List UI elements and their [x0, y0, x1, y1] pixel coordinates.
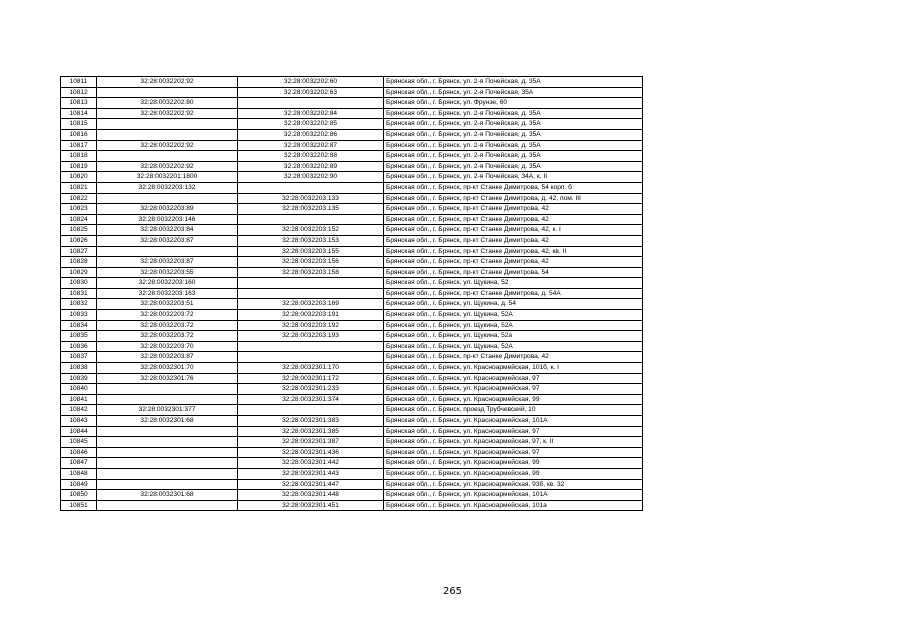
address-cell: Брянская обл., г. Брянск, ул. 2-я Почейская, д. 35А: [384, 129, 643, 140]
cadastral-number-cell: 32:28:0032301:70: [97, 363, 238, 374]
cadastral-number-cell: [97, 119, 238, 130]
cadastral-number-cell: 32:28:0032201:1800: [97, 172, 238, 183]
table-row: [61, 468, 643, 479]
premises-cadastral-number-cell: 32:28:0032203:156: [238, 257, 384, 268]
table-row: [61, 320, 643, 331]
cadastral-number-cell: [97, 437, 238, 448]
table-row: [61, 458, 643, 469]
table-row: [61, 363, 643, 374]
row-number-cell: 10813: [61, 98, 97, 109]
row-number-cell: 10817: [61, 140, 97, 151]
row-number-cell: 10811: [61, 77, 97, 88]
address-cell: Брянская обл., г. Брянск, ул. Красноармейская, 97: [384, 447, 643, 458]
address-cell: Брянская обл., г. Брянск, ул. Фрунзе, 60: [384, 98, 643, 109]
table-row: [61, 87, 643, 98]
address-cell: Брянская обл., г. Брянск, пр-кт Станке Димитрова, 42, кв. II: [384, 246, 643, 257]
row-number-cell: 10832: [61, 299, 97, 310]
row-number-cell: 10824: [61, 214, 97, 225]
premises-cadastral-number-cell: [238, 214, 384, 225]
cadastral-number-cell: [97, 447, 238, 458]
row-number-cell: 10844: [61, 426, 97, 437]
address-cell: Брянская обл., г. Брянск, ул. 2-я Почейская, д. 35А: [384, 119, 643, 130]
cadastral-number-cell: 32:28:0032202:92: [97, 140, 238, 151]
address-cell: Брянская обл., г. Брянск, ул. 2-я Почейская, д. 35А: [384, 140, 643, 151]
address-cell: Брянская обл., г. Брянск, ул. Красноармейская, 101б, к. I: [384, 363, 643, 374]
premises-cadastral-number-cell: 32:28:0032301:383: [238, 416, 384, 427]
cadastral-number-cell: [97, 479, 238, 490]
cadastral-number-cell: 32:28:0032202:92: [97, 161, 238, 172]
address-cell: Брянская обл., г. Брянск, ул. 2-я Почейская, 34А, к. II: [384, 172, 643, 183]
address-cell: Брянская обл., г. Брянск, пр-кт Станке Димитрова, д. 42, пом. III: [384, 193, 643, 204]
cadastral-number-cell: [97, 246, 238, 257]
row-number-cell: 10825: [61, 225, 97, 236]
address-cell: Брянская обл., г. Брянск, пр-кт Станке Димитрова, 54: [384, 267, 643, 278]
table-row: [61, 161, 643, 172]
table-row: [61, 394, 643, 405]
row-number-cell: 10836: [61, 341, 97, 352]
cadastral-number-cell: 32:28:0032203:72: [97, 310, 238, 321]
table-row: [61, 267, 643, 278]
premises-cadastral-number-cell: [238, 182, 384, 193]
cadastral-number-cell: 32:28:0032203:132: [97, 182, 238, 193]
table-row: [61, 151, 643, 162]
row-number-cell: 10823: [61, 204, 97, 215]
cadastral-number-cell: [97, 151, 238, 162]
table-row: [61, 77, 643, 88]
premises-cadastral-number-cell: 32:28:0032203:153: [238, 235, 384, 246]
cadastral-number-cell: [97, 384, 238, 395]
premises-cadastral-number-cell: 32:28:0032301:442: [238, 458, 384, 469]
table-row: [61, 416, 643, 427]
premises-cadastral-number-cell: [238, 341, 384, 352]
address-cell: Брянская обл., г. Брянск, ул. Щукина, 52А: [384, 320, 643, 331]
address-cell: Брянская обл., г. Брянск, ул. Красноармейская, 93б, кв. 32: [384, 479, 643, 490]
premises-cadastral-number-cell: 32:28:0032301:451: [238, 500, 384, 511]
address-cell: Брянская обл., г. Брянск, ул. Красноармейская, 97: [384, 373, 643, 384]
address-cell: Брянская обл., г. Брянск, ул. Красноармейская, 99: [384, 394, 643, 405]
table-row: [61, 310, 643, 321]
address-cell: Брянская обл., г. Брянск, пр-кт Станке Димитрова, 54 корп. б: [384, 182, 643, 193]
premises-cadastral-number-cell: 32:28:0032203:155: [238, 246, 384, 257]
address-cell: Брянская обл., г. Брянск, ул. Щукина, 52А: [384, 341, 643, 352]
table-row: [61, 341, 643, 352]
premises-cadastral-number-cell: 32:28:0032202:88: [238, 151, 384, 162]
cadastral-number-cell: [97, 426, 238, 437]
table-row: [61, 352, 643, 363]
premises-cadastral-number-cell: [238, 352, 384, 363]
table-row: [61, 98, 643, 109]
table-row: [61, 235, 643, 246]
row-number-cell: 10827: [61, 246, 97, 257]
cadastral-number-cell: [97, 193, 238, 204]
row-number-cell: 10837: [61, 352, 97, 363]
cadastral-number-cell: 32:28:0032301:377: [97, 405, 238, 416]
address-cell: Брянская обл., г. Брянск, пр-кт Станке Димитрова, 42, к. I: [384, 225, 643, 236]
cadastral-number-cell: [97, 129, 238, 140]
row-number-cell: 10841: [61, 394, 97, 405]
row-number-cell: 10819: [61, 161, 97, 172]
table-row: [61, 119, 643, 130]
premises-cadastral-number-cell: 32:28:0032203:152: [238, 225, 384, 236]
cadastral-number-cell: 32:28:0032203:163: [97, 288, 238, 299]
row-number-cell: 10848: [61, 468, 97, 479]
premises-cadastral-number-cell: 32:28:0032203:191: [238, 310, 384, 321]
cadastral-number-cell: [97, 468, 238, 479]
address-cell: Брянская обл., г. Брянск, пр-кт Станке Димитрова, 42: [384, 214, 643, 225]
property-registry-table: [60, 76, 643, 511]
premises-cadastral-number-cell: 32:28:0032202:87: [238, 140, 384, 151]
premises-cadastral-number-cell: [238, 98, 384, 109]
address-cell: Брянская обл., г. Брянск, пр-кт Станке Димитрова, 42: [384, 204, 643, 215]
row-number-cell: 10820: [61, 172, 97, 183]
premises-cadastral-number-cell: 32:28:0032203:192: [238, 320, 384, 331]
cadastral-number-cell: 32:28:0032203:72: [97, 320, 238, 331]
row-number-cell: 10843: [61, 416, 97, 427]
table-row: [61, 214, 643, 225]
row-number-cell: 10851: [61, 500, 97, 511]
cadastral-number-cell: 32:28:0032203:72: [97, 331, 238, 342]
premises-cadastral-number-cell: 32:28:0032301:172: [238, 373, 384, 384]
cadastral-number-cell: 32:28:0032203:87: [97, 235, 238, 246]
premises-cadastral-number-cell: 32:28:0032301:436: [238, 447, 384, 458]
premises-cadastral-number-cell: 32:28:0032301:374: [238, 394, 384, 405]
address-cell: Брянская обл., г. Брянск, пр-кт Станке Димитрова, д. 54А: [384, 288, 643, 299]
premises-cadastral-number-cell: [238, 405, 384, 416]
table-row: [61, 447, 643, 458]
table-row: [61, 373, 643, 384]
cadastral-number-cell: 32:28:0032202:80: [97, 98, 238, 109]
premises-cadastral-number-cell: 32:28:0032301:443: [238, 468, 384, 479]
premises-cadastral-number-cell: 32:28:0032202:85: [238, 119, 384, 130]
address-cell: Брянская обл., г. Брянск, ул. 2-я Почейская, д. 35А: [384, 151, 643, 162]
row-number-cell: 10812: [61, 87, 97, 98]
row-number-cell: 10839: [61, 373, 97, 384]
cadastral-number-cell: 32:28:0032301:68: [97, 416, 238, 427]
row-number-cell: 10831: [61, 288, 97, 299]
table-body: [61, 77, 643, 511]
row-number-cell: 10845: [61, 437, 97, 448]
address-cell: Брянская обл., г. Брянск, ул. Щукина, 52А: [384, 310, 643, 321]
address-cell: Брянская обл., г. Брянск, ул. Красноармейская, 101А: [384, 416, 643, 427]
row-number-cell: 10849: [61, 479, 97, 490]
table-row: [61, 129, 643, 140]
cadastral-number-cell: 32:28:0032203:146: [97, 214, 238, 225]
cadastral-number-cell: 32:28:0032301:76: [97, 373, 238, 384]
row-number-cell: 10822: [61, 193, 97, 204]
address-cell: Брянская обл., г. Брянск, ул. Красноармейская, 101А: [384, 490, 643, 501]
cadastral-number-cell: 32:28:0032202:92: [97, 108, 238, 119]
table-row: [61, 246, 643, 257]
table-row: [61, 299, 643, 310]
table-row: [61, 331, 643, 342]
table-row: [61, 278, 643, 289]
address-cell: Брянская обл., г. Брянск, ул. Красноармейская, 99: [384, 468, 643, 479]
premises-cadastral-number-cell: 32:28:0032202:63: [238, 87, 384, 98]
row-number-cell: 10830: [61, 278, 97, 289]
premises-cadastral-number-cell: [238, 278, 384, 289]
table-row: [61, 108, 643, 119]
address-cell: Брянская обл., г. Брянск, ул. Щукина, 52: [384, 278, 643, 289]
table-row: [61, 479, 643, 490]
cadastral-number-cell: 32:28:0032202:92: [97, 77, 238, 88]
premises-cadastral-number-cell: 32:28:0032202:86: [238, 129, 384, 140]
row-number-cell: 10850: [61, 490, 97, 501]
premises-cadastral-number-cell: 32:28:0032203:193: [238, 331, 384, 342]
cadastral-number-cell: 32:28:0032203:70: [97, 341, 238, 352]
premises-cadastral-number-cell: 32:28:0032202:90: [238, 172, 384, 183]
premises-cadastral-number-cell: 32:28:0032203:169: [238, 299, 384, 310]
address-cell: Брянская обл., г. Брянск, ул. 2-я Почейская, д. 35А: [384, 108, 643, 119]
premises-cadastral-number-cell: 32:28:0032202:84: [238, 108, 384, 119]
cadastral-number-cell: 32:28:0032203:89: [97, 204, 238, 215]
address-cell: Брянская обл., г. Брянск, ул. Красноармейская, 97: [384, 384, 643, 395]
premises-cadastral-number-cell: 32:28:0032203:133: [238, 193, 384, 204]
cadastral-number-cell: [97, 87, 238, 98]
address-cell: Брянская обл., г. Брянск, ул. Красноармейская, 97: [384, 426, 643, 437]
row-number-cell: 10829: [61, 267, 97, 278]
table-row: [61, 140, 643, 151]
premises-cadastral-number-cell: 32:28:0032301:387: [238, 437, 384, 448]
premises-cadastral-number-cell: 32:28:0032301:170: [238, 363, 384, 374]
cadastral-number-cell: 32:28:0032203:84: [97, 225, 238, 236]
cadastral-number-cell: 32:28:0032203:160: [97, 278, 238, 289]
cadastral-number-cell: 32:28:0032301:68: [97, 490, 238, 501]
premises-cadastral-number-cell: 32:28:0032301:385: [238, 426, 384, 437]
cadastral-number-cell: 32:28:0032203:51: [97, 299, 238, 310]
table-row: [61, 426, 643, 437]
address-cell: Брянская обл., г. Брянск, ул. Щукина, 52а: [384, 331, 643, 342]
cadastral-number-cell: [97, 500, 238, 511]
table-row: [61, 182, 643, 193]
address-cell: Брянская обл., г. Брянск, ул. 2-я Почейская, д. 35А: [384, 77, 643, 88]
address-cell: Брянская обл., г. Брянск, пр-кт Станке Димитрова, 42: [384, 235, 643, 246]
table-row: [61, 288, 643, 299]
row-number-cell: 10833: [61, 310, 97, 321]
table-row: [61, 437, 643, 448]
table-row: [61, 490, 643, 501]
table-row: [61, 172, 643, 183]
row-number-cell: 10821: [61, 182, 97, 193]
address-cell: Брянская обл., г. Брянск, ул. Красноармейская, 97, к. II: [384, 437, 643, 448]
table-row: [61, 204, 643, 215]
table-row: [61, 405, 643, 416]
address-cell: Брянская обл., г. Брянск, ул. Красноармейская, 99: [384, 458, 643, 469]
page-number: 265: [442, 586, 463, 597]
row-number-cell: 10835: [61, 331, 97, 342]
premises-cadastral-number-cell: 32:28:0032301:448: [238, 490, 384, 501]
address-cell: Брянская обл., г. Брянск, пр-кт Станке Димитрова, 42: [384, 257, 643, 268]
table-row: [61, 384, 643, 395]
table-row: [61, 257, 643, 268]
address-cell: Брянская обл., г. Брянск, пр-кт Станке Димитрова, 42: [384, 352, 643, 363]
row-number-cell: 10838: [61, 363, 97, 374]
table-row: [61, 193, 643, 204]
row-number-cell: 10818: [61, 151, 97, 162]
premises-cadastral-number-cell: 32:28:0032202:60: [238, 77, 384, 88]
address-cell: Брянская обл., г. Брянск, ул. 2-я Почейская, 35А: [384, 87, 643, 98]
premises-cadastral-number-cell: [238, 288, 384, 299]
cadastral-number-cell: 32:28:0032203:55: [97, 267, 238, 278]
premises-cadastral-number-cell: 32:28:0032203:135: [238, 204, 384, 215]
premises-cadastral-number-cell: 32:28:0032301:233: [238, 384, 384, 395]
cadastral-number-cell: 32:28:0032203:87: [97, 352, 238, 363]
row-number-cell: 10828: [61, 257, 97, 268]
premises-cadastral-number-cell: 32:28:0032203:158: [238, 267, 384, 278]
row-number-cell: 10840: [61, 384, 97, 395]
cadastral-number-cell: 32:28:0032203:87: [97, 257, 238, 268]
row-number-cell: 10815: [61, 119, 97, 130]
row-number-cell: 10847: [61, 458, 97, 469]
address-cell: Брянская обл., г. Брянск, ул. Щукина, д. 54: [384, 299, 643, 310]
premises-cadastral-number-cell: 32:28:0032301:447: [238, 479, 384, 490]
address-cell: Брянская обл., г. Брянск, проезд Трубчевский, 10: [384, 405, 643, 416]
address-cell: Брянская обл., г. Брянск, ул. Красноармейская, 101а: [384, 500, 643, 511]
table-row: [61, 500, 643, 511]
cadastral-number-cell: [97, 458, 238, 469]
address-cell: Брянская обл., г. Брянск, ул. 2-я Почейская, д. 35А: [384, 161, 643, 172]
row-number-cell: 10814: [61, 108, 97, 119]
cadastral-number-cell: [97, 394, 238, 405]
row-number-cell: 10846: [61, 447, 97, 458]
row-number-cell: 10816: [61, 129, 97, 140]
row-number-cell: 10842: [61, 405, 97, 416]
row-number-cell: 10834: [61, 320, 97, 331]
row-number-cell: 10826: [61, 235, 97, 246]
premises-cadastral-number-cell: 32:28:0032202:89: [238, 161, 384, 172]
table-row: [61, 225, 643, 236]
